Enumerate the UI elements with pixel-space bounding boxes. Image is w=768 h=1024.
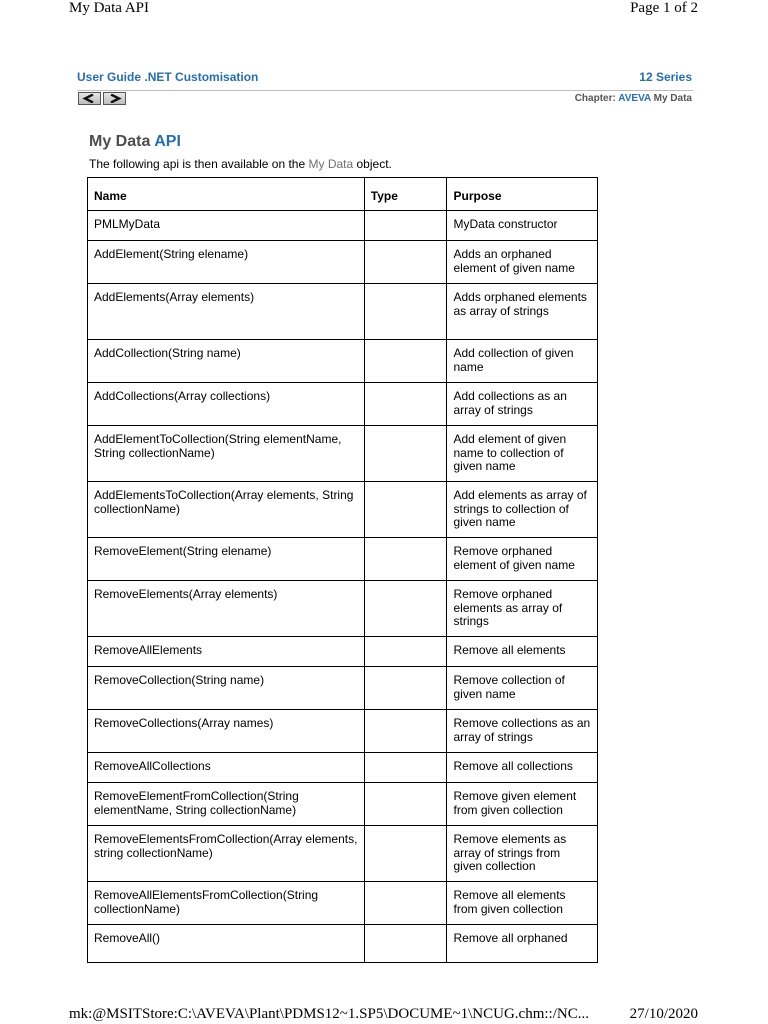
method-name-cell: RemoveAllElements [88,637,365,667]
type-cell [364,710,447,753]
purpose-cell: Remove all elements from given collection [447,882,598,925]
type-cell [364,284,447,340]
type-cell [364,783,447,826]
chapter-breadcrumb [575,93,692,104]
method-name-cell: RemoveAllElementsFromCollection(String collectionName) [88,882,365,925]
next-page-button[interactable] [103,92,126,105]
method-name-cell: AddElement(String elename) [88,241,365,284]
type-cell [364,925,447,963]
type-cell [364,482,447,538]
purpose-cell: Remove orphaned elements as array of strings [447,581,598,637]
type-cell [364,667,447,710]
table-row [88,241,598,284]
print-footer-date: 27/10/2020 [629,1006,698,1022]
chapter-brand-link[interactable]: AVEVA [618,93,651,104]
header-name: Name [88,178,365,211]
previous-page-button[interactable] [78,92,101,105]
purpose-cell: Remove elements as array of strings from given collection [447,826,598,882]
purpose-cell: Adds an orphaned element of given name [447,241,598,284]
table-row [88,925,598,963]
method-name-cell: RemoveCollection(String name) [88,667,365,710]
nav-buttons [78,92,126,105]
print-header-page-number: Page 1 of 2 [630,0,698,16]
intro-after: object. [353,157,392,171]
print-header-title: My Data API [69,0,149,16]
type-cell [364,383,447,426]
purpose-cell: Remove all elements [447,637,598,667]
print-footer-path: mk:@MSITStore:C:\AVEVA\Plant\PDMS12~1.SP5\DOCUME~1\NCUG.chm::/NC... [69,1006,589,1022]
type-cell [364,753,447,783]
purpose-cell: Remove collections as an array of strings [447,710,598,753]
intro-my-data-term: My Data [308,157,354,171]
purpose-cell: Add elements as array of strings to collection of given name [447,482,598,538]
table-row [88,340,598,383]
type-cell [364,882,447,925]
method-name-cell: RemoveCollections(Array names) [88,710,365,753]
api-table [87,177,598,963]
type-cell [364,241,447,284]
method-name-cell: RemoveAllCollections [88,753,365,783]
type-cell [364,538,447,581]
page-title-main: My Data [89,133,151,150]
type-cell [364,426,447,482]
purpose-cell: Remove given element from given collection [447,783,598,826]
table-row [88,637,598,667]
table-row [88,710,598,753]
table-row [88,211,598,241]
table-row [88,538,598,581]
chapter-name: My Data [653,93,692,104]
purpose-cell: Remove collection of given name [447,667,598,710]
page-title-accent: API [154,133,181,150]
table-row [88,383,598,426]
type-cell [364,637,447,667]
arrow-right-icon [107,94,122,103]
type-cell [364,581,447,637]
table-row [88,753,598,783]
method-name-cell: AddElementToCollection(String elementName, String collectionName) [88,426,365,482]
purpose-cell: Add element of given name to collection of given name [447,426,598,482]
method-name-cell: PMLMyData [88,211,365,241]
type-cell [364,826,447,882]
api-table-body [88,211,598,963]
purpose-cell: Add collections as an array of strings [447,383,598,426]
method-name-cell: AddElementsToCollection(Array elements, String collectionName) [88,482,365,538]
purpose-cell: Remove orphaned element of given name [447,538,598,581]
table-row [88,826,598,882]
type-cell [364,211,447,241]
table-row [88,581,598,637]
table-row [88,482,598,538]
method-name-cell: AddElements(Array elements) [88,284,365,340]
method-name-cell: RemoveElementsFromCollection(Array elements, string collectionName) [88,826,365,882]
chapter-label: Chapter: [574,93,616,104]
method-name-cell: AddCollection(String name) [88,340,365,383]
intro-before: The following api is then available on the [89,157,309,171]
purpose-cell: Remove all orphaned [447,925,598,963]
method-name-cell: RemoveAll() [88,925,365,963]
method-name-cell: RemoveElement(String elename) [88,538,365,581]
table-header-row [88,178,598,211]
purpose-cell: MyData constructor [447,211,598,241]
table-row [88,882,598,925]
purpose-cell: Add collection of given name [447,340,598,383]
intro-text [89,157,392,171]
guide-title: User Guide .NET Customisation [77,70,259,84]
header-divider [77,90,693,91]
header-type: Type [364,178,447,211]
table-row [88,667,598,710]
arrow-left-icon [82,94,97,103]
type-cell [364,340,447,383]
method-name-cell: AddCollections(Array collections) [88,383,365,426]
purpose-cell: Remove all collections [447,753,598,783]
series-label: 12 Series [639,70,692,84]
page-title [89,133,181,151]
purpose-cell: Adds orphaned elements as array of strings [447,284,598,340]
header-purpose: Purpose [447,178,598,211]
method-name-cell: RemoveElementFromCollection(String elementName, String collectionName) [88,783,365,826]
table-row [88,284,598,340]
table-row [88,426,598,482]
method-name-cell: RemoveElements(Array elements) [88,581,365,637]
table-row [88,783,598,826]
